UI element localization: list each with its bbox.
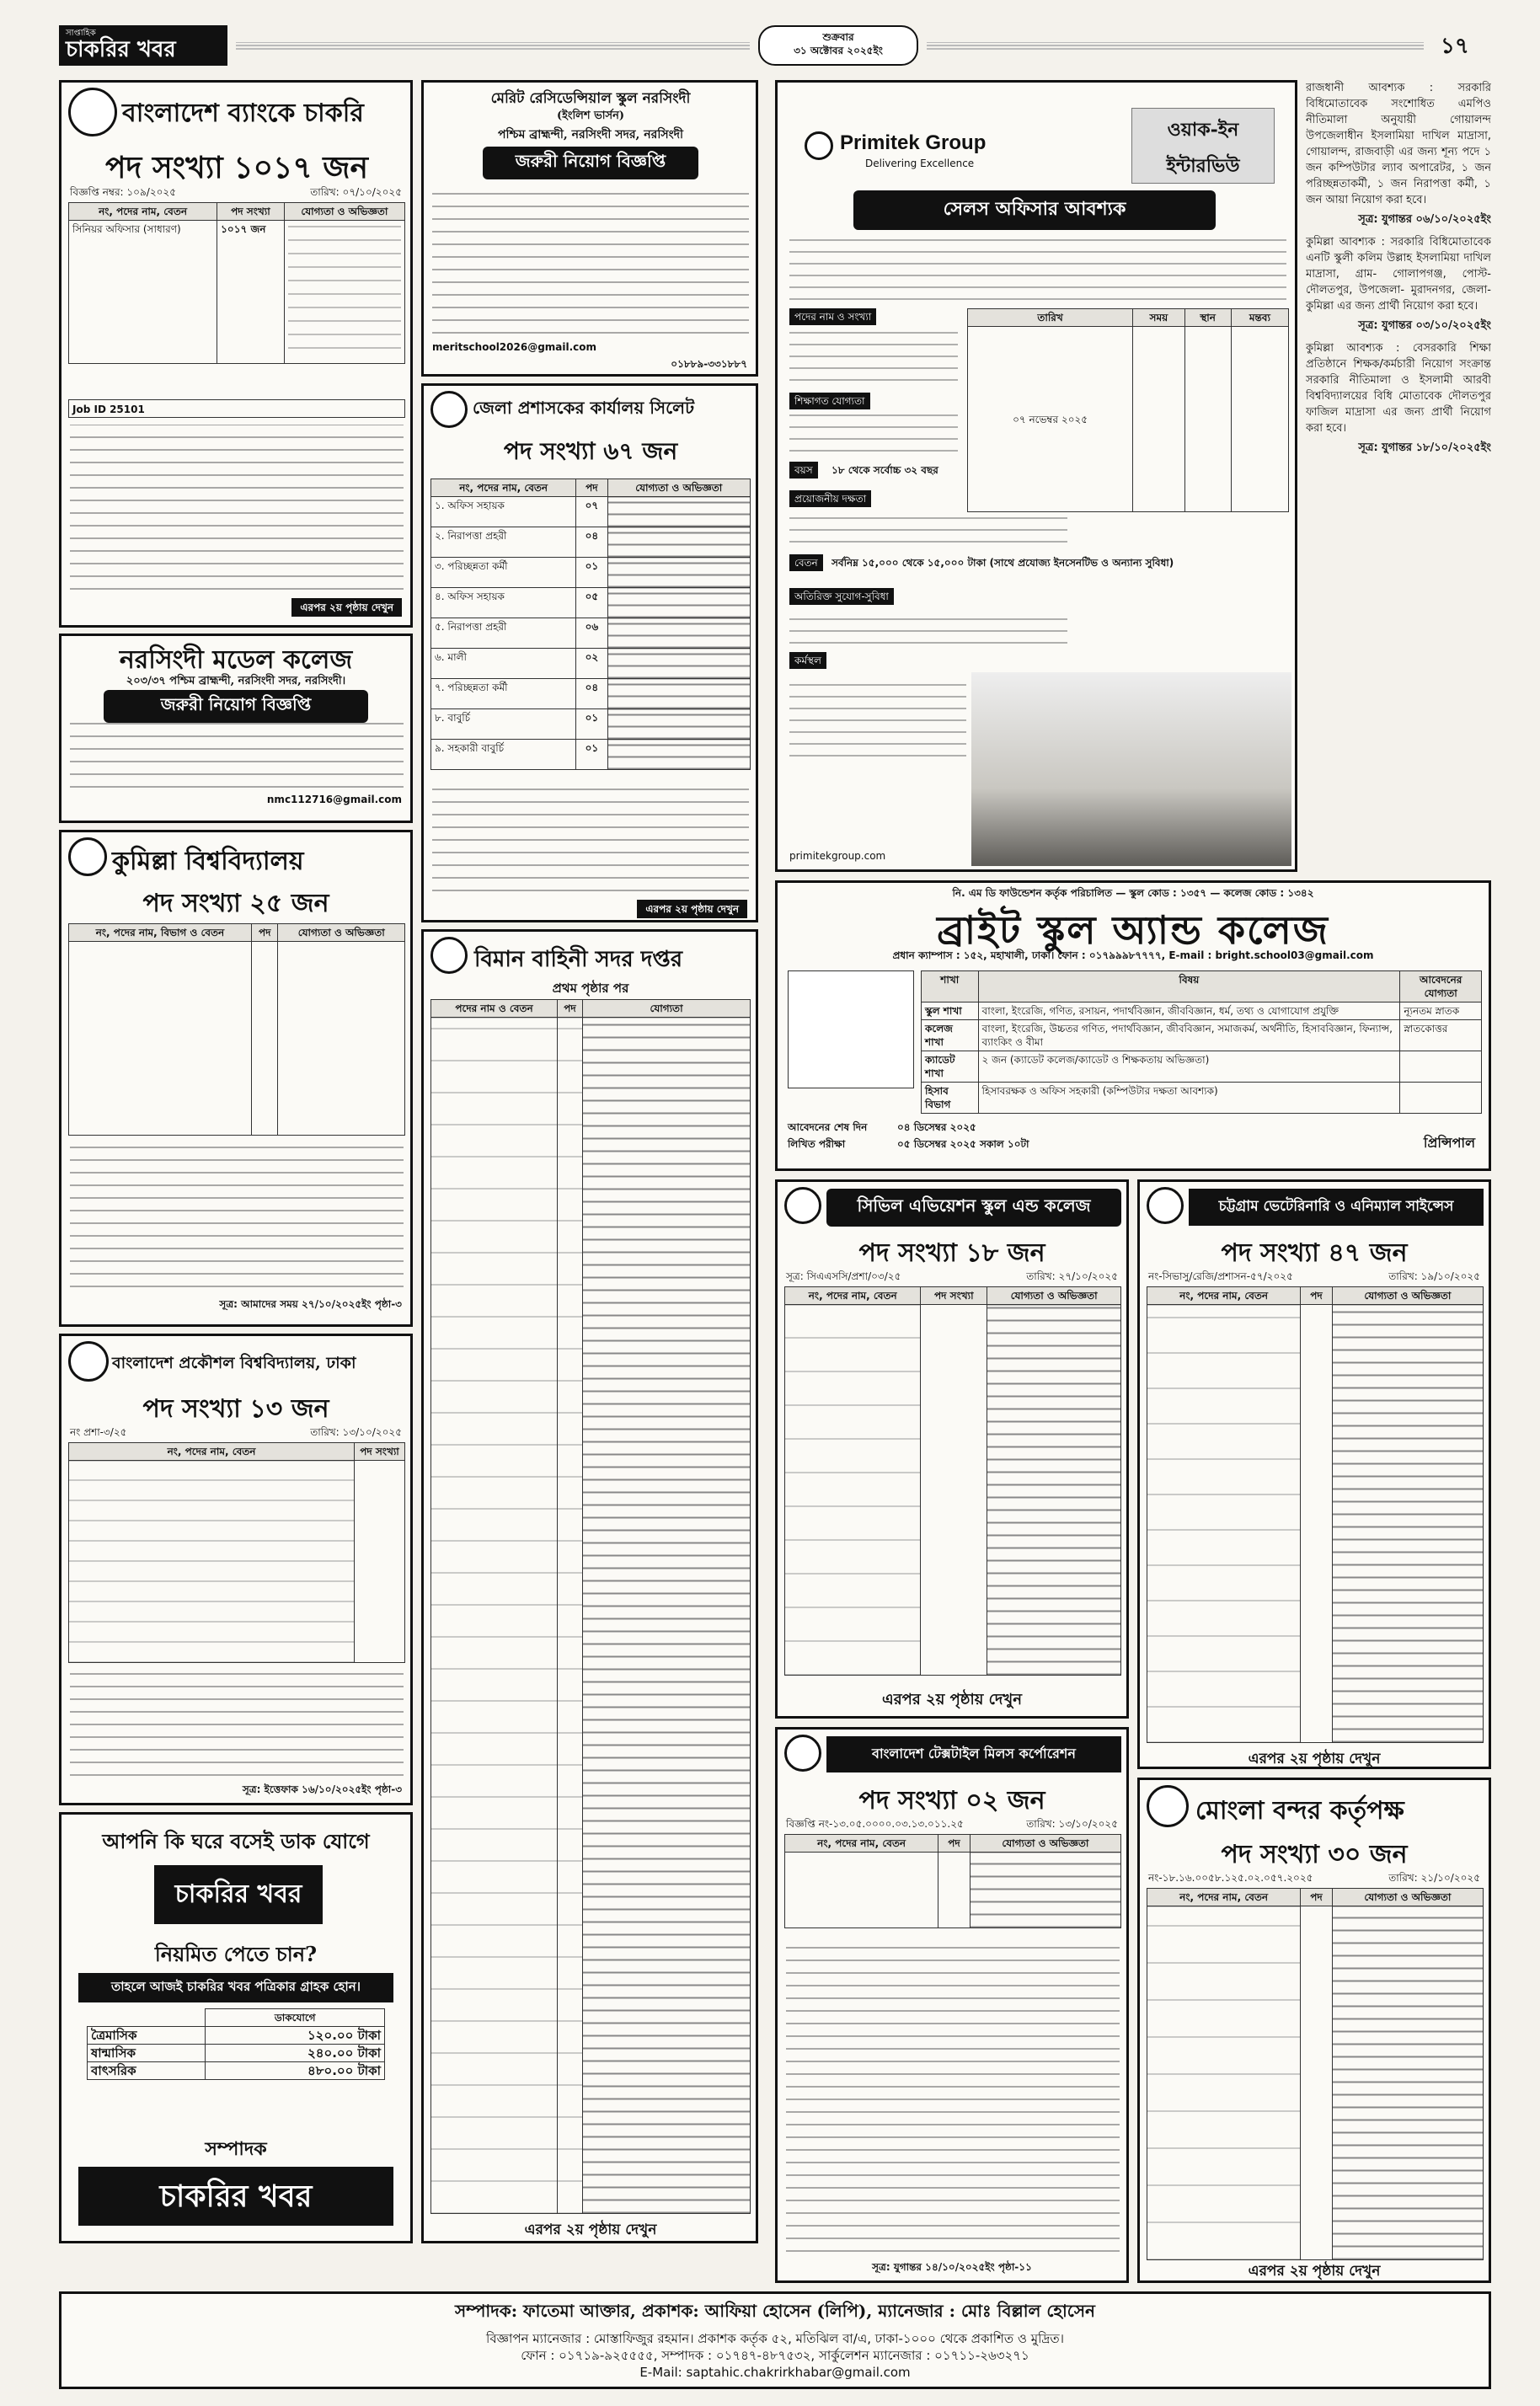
air-force-continue: এরপর ২য় পৃষ্ঠায় দেখুন <box>524 2222 657 2238</box>
bright-title: ব্রাইট স্কুল অ্যান্ড কলেজ <box>937 907 1329 953</box>
sylhet-row-post: ৭. পরিচ্ছন্নতা কর্মী <box>431 679 576 709</box>
it-col-date: তারিখ <box>968 309 1133 327</box>
notice-comilla-1: কুমিল্লা আবশ্যক : সরকারি বিধিমোতাবেক এনটি স্কুলী কলিম উল্লাহ ইসলামিয়া দাখিল মাদ্রাসা, গ্রাম- গোলাপগঞ্জ, পোস্ট- দৌলতপুর, উপজেলা- মুরাদনগর, জেলা- কুমিল্লা এর জন্য প্রার্থী নিয়োগ করা হবে। <box>1306 236 1491 313</box>
sylhet-row-post: ৬. মালী <box>431 649 576 679</box>
masthead-date: ৩১ অক্টোবর ২০২৫ইং <box>794 45 883 56</box>
cv-col-count: পদ <box>1301 1287 1333 1305</box>
footer-line2: বিজ্ঞাপন ম্যানেজার : মোস্তাফিজুর রহমান। প্রকাশক কর্তৃক ৫২, মতিঝিল বা/এ, ঢাকা-১০০০ থেকে প্রকাশিত ও মুদ্রিত। <box>486 2331 1064 2346</box>
chattogram-vet-ref: নং-সিভাসু/রেজি/প্রশাসন-৫৭/২০২৫ <box>1148 1270 1293 1282</box>
table-row <box>88 2045 385 2062</box>
sub-arc-text: আপনি কি ঘরে বসেই ডাক যোগে <box>102 1829 370 1853</box>
civil-aviation-ref: সূত্র: সিএএসসি/প্রশা/০৩/২৫ <box>786 1270 901 1282</box>
primitek-age: ১৮ থেকে সর্বোচ্চ ৩২ বছর <box>831 464 938 476</box>
page-number: ১৭ <box>1441 34 1469 59</box>
merit-address: পশ্চিম ব্রাহ্মন্দী, নরসিংদী সদর, নরসিংদী <box>498 128 683 142</box>
sylhet-row-count: ০২ <box>576 649 607 679</box>
textile-mills-posts: পদ সংখ্যা ০২ জন <box>858 1786 1045 1815</box>
narsingdi-sub: ২০৩/৩৭ পশ্চিম ব্রাহ্মন্দী, নরসিংদী সদর, নরসিংদী। <box>126 675 346 687</box>
bright-row-qual <box>1400 1051 1482 1083</box>
masthead-logo-main: চাকরির খবর <box>66 37 176 62</box>
af-col-count: পদ <box>558 1000 583 1018</box>
merit-phone: ০১৮৮৯-৩৩১৮৮৭ <box>671 358 747 370</box>
primitek-salary: সর্বনিম্ন ১৫,০০০ থেকে ১৫,০০০ টাকা (সাথে প্রযোজ্য ইনসেনটিভ ও অন্যান্য সুবিধা) <box>831 557 1174 569</box>
bb-row-post: সিনিয়র অফিসার (সাধারণ) <box>69 221 217 364</box>
civil-aviation-continue: এরপর ২য় পৃষ্ঠায় দেখুন <box>882 1691 1022 1708</box>
sylhet-row-count: ০১ <box>576 709 607 740</box>
bb-col-count: পদ সংখ্যা <box>217 203 285 221</box>
sylhet-dc-ad <box>421 383 758 922</box>
bangladesh-bank-table <box>68 202 405 364</box>
chattogram-vet-ad <box>1137 1179 1491 1769</box>
sylhet-dc-posts: পদ সংখ্যা ৬৭ জন <box>503 437 678 465</box>
sylhet-row-post: ৪. অফিস সহায়ক <box>431 588 576 618</box>
sylhet-row-qual <box>607 527 751 558</box>
primitek-sec-salary: বেতন <box>789 554 823 571</box>
table-row <box>431 588 751 618</box>
footer-line1: সম্পাদক: ফাতেমা আক্তার, প্রকাশক: আফিয়া হোসেন (লিপি), ম্যানেজার : মোঃ বিল্লাল হোসেন <box>455 2301 1095 2321</box>
bangladesh-bank-ref: বিজ্ঞপ্তি নম্বর: ১০৯/২০২৫ <box>70 186 177 198</box>
buet-body <box>70 1666 404 1776</box>
sylhet-row-post: ৯. সহকারী বাবুর্চি <box>431 740 576 770</box>
buet-col-count: পদ সংখ্যা <box>355 1443 405 1461</box>
it-date: ০৭ নভেম্বর ২০২৫ <box>968 327 1133 512</box>
bright-col-qual: আবেদনের যোগ্যতা <box>1400 971 1482 1002</box>
footer-email[interactable]: E-Mail: saptahic.chakrirkhabar@gmail.com <box>639 2365 911 2380</box>
bright-row-qual: ন্যূনতম স্নাতক <box>1400 1002 1482 1020</box>
bright-row-subject: বাংলা, ইংরেজি, উচ্চতর গণিত, পদার্থবিজ্ঞান, জীববিজ্ঞান, সমাজকর্ম, অর্থনীতি, হিসাববিজ্ঞান, ফিন্যান্স, ব্যাংকিং ও বীমা <box>978 1020 1400 1051</box>
bright-govt-line: নি. এম ডি ফাউন্ডেশন কর্তৃক পরিচালিত — স্কুল কোড : ১৩৫৭ — কলেজ কোড : ১৩৪২ <box>952 887 1314 899</box>
notice-rajbari-src: সূত্র: যুগান্তর ০৬/১০/২০২৫ইং <box>1358 213 1491 226</box>
table-row <box>431 618 751 649</box>
mongla-port-date: তারিখ: ২১/১০/২০২৫ <box>1388 1872 1480 1884</box>
sub-editor-label: সম্পাদক <box>205 2138 267 2160</box>
bright-logo-box <box>788 970 914 1088</box>
sub-row-price: ২৪০.০০ টাকা <box>206 2045 385 2062</box>
sub-footer-logo <box>78 2167 393 2226</box>
buet-ref: নং প্রশা-৩/২৫ <box>70 1426 127 1438</box>
textile-mills-date: তারিখ: ১৩/১০/২০২৫ <box>1026 1818 1118 1830</box>
ca-col-qual: যোগ্যতা ও অভিজ্ঞতা <box>987 1287 1121 1305</box>
bangladesh-bank-date: তারিখ: ০৭/১০/২০২৫ <box>310 186 402 198</box>
air-force-ad <box>421 929 758 2243</box>
bright-row-branch: হিসাব বিভাগ <box>922 1083 979 1114</box>
bb-col-qual: যোগ্যতা ও অভিজ্ঞতা <box>284 203 404 221</box>
sylhet-row-qual <box>607 558 751 588</box>
civil-aviation-posts: পদ সংখ্যা ১৮ জন <box>858 1238 1045 1268</box>
primitek-sec-workplace: কর্মস্থল <box>789 652 826 669</box>
primitek-photo <box>971 672 1291 866</box>
primitek-tagline: Delivering Excellence <box>865 158 975 169</box>
bb-body-text <box>70 425 404 590</box>
primitek-ad <box>775 80 1297 872</box>
sylhet-row-count: ০১ <box>576 740 607 770</box>
buet-date: তারিখ: ১৩/১০/২০২৫ <box>310 1426 402 1438</box>
right-notices <box>1306 80 1491 889</box>
sylhet-row-count: ০৪ <box>576 527 607 558</box>
comilla-univ-source: সূত্র: আমাদের সময় ২৭/১০/২০২৫ইং পৃষ্ঠা-৩ <box>219 1298 402 1310</box>
primitek-sec-age: বয়স <box>789 462 818 479</box>
sylhet-row-qual <box>607 679 751 709</box>
walkin-line2: ইন্টারভিউ <box>1166 155 1240 177</box>
it-col-note: মন্তব্য <box>1231 309 1288 327</box>
sub-row-term: ত্রৈমাসিক <box>88 2027 206 2045</box>
primitek-intro <box>789 234 1286 300</box>
it-col-time: সময় <box>1133 309 1184 327</box>
merit-body <box>432 182 749 334</box>
footer-box <box>59 2291 1491 2389</box>
tm-col-post: নং, পদের নাম, বেতন <box>785 1835 938 1853</box>
bb-continue: এরপর ২য় পৃষ্ঠায় দেখুন <box>291 598 402 617</box>
mongla-port-ref: নং-১৮.১৬.০০৫৮.১২৫.০২.০৫৭.২০২৫ <box>1148 1872 1313 1884</box>
footer-line3: ফোন : ০১৭১৯-৯২৫৫৫৫, সম্পাদক : ০১৭৪৭-৪৮৭৫৩২, সার্কুলেশন ম্যানেজার : ০১৭১১-২৬৩২৭১ <box>521 2348 1029 2363</box>
civil-aviation-ad <box>775 1179 1129 1719</box>
mongla-port-posts: পদ সংখ্যা ৩০ জন <box>1221 1840 1408 1869</box>
notice-comilla-2-src: সূত্র: যুগান্তর ১৮/১০/২০২৫ইং <box>1358 441 1491 454</box>
primitek-benefit-lines <box>789 608 1067 644</box>
mongla-port-title: মোংলা বন্দর কর্তৃপক্ষ <box>1195 1796 1404 1826</box>
textile-mills-body <box>786 1940 1120 2252</box>
mp-col-post: নং, পদের নাম, বেতন <box>1147 1889 1301 1906</box>
bright-col-branch: শাখা <box>922 971 979 1002</box>
textile-mills-ref: বিজ্ঞপ্তি নং-১৩.০৫.০০০০.০৩.১৩.০১১.২৫ <box>786 1818 964 1830</box>
primitek-sec-post-lines <box>789 327 958 381</box>
bright-deadline-label: আবেদনের শেষ দিন <box>788 1121 868 1133</box>
it-col-place: স্থান <box>1184 309 1231 327</box>
masthead-day: শুক্রবার <box>822 31 854 43</box>
chattogram-vet-title: চট্টগ্রাম ভেটেরিনারি ও এনিম্যাল সাইন্সেস <box>1189 1189 1484 1226</box>
sub-logo-text: চাকরির খবর <box>174 1879 302 1909</box>
table-row <box>922 1020 1482 1051</box>
air-force-sub: প্রথম পৃষ্ঠার পর <box>552 981 629 996</box>
bright-table <box>921 970 1482 1114</box>
mongla-port-logo <box>1147 1785 1189 1827</box>
civil-aviation-date: তারিখ: ২৭/১০/২০২৫ <box>1026 1270 1118 1282</box>
sd-col-count: পদ <box>576 479 607 497</box>
air-force-title: বিমান বাহিনী সদর দপ্তর <box>474 947 683 972</box>
sub-row-price: ১২০.০০ টাকা <box>206 2027 385 2045</box>
masthead-rule-right <box>927 42 1424 50</box>
sylhet-row-post: ৩. পরিচ্ছন্নতা কর্মী <box>431 558 576 588</box>
cu-col-post: নং, পদের নাম, বিভাগ ও বেতন <box>69 924 252 942</box>
sub-row-term: বাৎসরিক <box>88 2062 206 2080</box>
ca-col-post: নং, পদের নাম, বেতন <box>785 1287 921 1305</box>
table-row <box>922 1083 1482 1114</box>
sub-table <box>87 2008 385 2080</box>
table-row <box>431 527 751 558</box>
sub-row-term: ষান্মাসিক <box>88 2045 206 2062</box>
buet-source: সূত্র: ইত্তেফাক ১৬/১০/২০২৫ইং পৃষ্ঠা-৩ <box>242 1783 402 1795</box>
sd-col-post: নং, পদের নাম, বেতন <box>431 479 576 497</box>
masthead <box>59 25 1491 69</box>
buet-posts: পদ সংখ্যা ১৩ জন <box>142 1394 329 1424</box>
table-row <box>431 740 751 770</box>
sylhet-row-count: ০১ <box>576 558 607 588</box>
bangladesh-bank-posts: পদ সংখ্যা ১০১৭ জন <box>105 150 368 185</box>
comilla-univ-body <box>70 1144 404 1287</box>
af-col-post: পদের নাম ও বেতন <box>431 1000 558 1018</box>
bright-deadline: ০৪ ডিসেম্বর ২০২৫ <box>897 1121 976 1133</box>
primitek-site[interactable]: primitekgroup.com <box>789 850 886 862</box>
sylhet-row-qual <box>607 588 751 618</box>
textile-mills-title: বাংলাদেশ টেক্সটাইল মিলস কর্পোরেশন <box>826 1736 1121 1772</box>
merit-title: মেরিট রেসিডেন্সিয়াল স্কুল নরসিংদী <box>490 90 691 107</box>
sub-col-label: ডাকযোগে <box>206 2009 385 2027</box>
table-row <box>922 1002 1482 1020</box>
mp-col-count: পদ <box>1301 1889 1333 1906</box>
cv-col-post: নং, পদের নাম, বেতন <box>1147 1287 1301 1305</box>
sylhet-row-post: ২. নিরাপত্তা প্রহরী <box>431 527 576 558</box>
textile-mills-source: সূত্র: যুগান্তর ১৪/১০/২০২৫ইং পৃষ্ঠা-১১ <box>872 2261 1032 2273</box>
sylhet-row-count: ০৬ <box>576 618 607 649</box>
sylhet-row-qual <box>607 740 751 770</box>
sylhet-row-count: ০৫ <box>576 588 607 618</box>
interview-table <box>967 308 1289 512</box>
bright-row-branch: কলেজ শাখা <box>922 1020 979 1051</box>
narsingdi-college-ad <box>59 634 413 823</box>
buet-ad <box>59 1334 413 1805</box>
sylhet-row-count: ০৪ <box>576 679 607 709</box>
bb-row-count: ১০১৭ জন <box>217 221 285 364</box>
civil-aviation-logo <box>784 1187 821 1224</box>
table-row <box>431 679 751 709</box>
walkin-badge <box>1131 108 1275 184</box>
sub-footer-logo-text: চাকরির খবর <box>159 2179 313 2214</box>
buet-table <box>68 1442 405 1663</box>
masthead-date-box <box>758 25 918 66</box>
bright-col-subject: বিষয় <box>978 971 1400 1002</box>
buet-col-post: নং, পদের নাম, বেতন <box>69 1443 355 1461</box>
masthead-logo-top: সাপ্তাহিক <box>66 29 96 38</box>
cu-col-count: পদ <box>251 924 278 942</box>
sub-logo <box>154 1865 323 1924</box>
narsingdi-email: nmc112716@gmail.com <box>266 794 402 805</box>
civil-aviation-table <box>784 1286 1121 1676</box>
table-row <box>88 2027 385 2045</box>
bb-jobid-bar <box>68 399 405 418</box>
sylhet-row-qual <box>607 709 751 740</box>
sylhet-row-qual <box>607 497 751 527</box>
sub-line: তাহলে আজই চাকরির খবর পত্রিকার গ্রাহক হোন। <box>78 1973 393 2002</box>
bb-col-post: নং, পদের নাম, বেতন <box>69 203 217 221</box>
bb-jobid: Job ID 25101 <box>72 404 145 415</box>
merit-school-ad <box>421 80 758 377</box>
sylhet-row-count: ০৭ <box>576 497 607 527</box>
cu-col-qual: যোগ্যতা ও অভিজ্ঞতা <box>278 924 405 942</box>
bright-exam-label: লিখিত পরীক্ষা <box>788 1138 846 1150</box>
textile-mills-table <box>784 1834 1121 1928</box>
bright-row-branch: স্কুল শাখা <box>922 1002 979 1020</box>
bright-deadline-row <box>788 1120 1484 1158</box>
table-row <box>88 2062 385 2080</box>
narsingdi-title: নরসিংদী মডেল কলেজ <box>119 645 353 675</box>
subscription-ad <box>59 1812 413 2243</box>
sylhet-dc-title: জেলা প্রশাসকের কার্যালয় সিলেট <box>473 398 694 418</box>
primitek-sec-edu: শিক্ষাগত যোগ্যতা <box>789 393 870 409</box>
bright-row-qual: স্নাতকোত্তর <box>1400 1020 1482 1051</box>
sylhet-row-qual <box>607 618 751 649</box>
mp-col-qual: যোগ্যতা ও অভিজ্ঞতা <box>1332 1889 1483 1906</box>
bangladesh-bank-title: বাংলাদেশ ব্যাংকে চাকরি <box>122 99 364 128</box>
sub-row-price: ৪৮০.০০ টাকা <box>206 2062 385 2080</box>
table-row <box>431 558 751 588</box>
primitek-skill-lines <box>789 509 1067 543</box>
primitek-tail-lines <box>789 681 966 757</box>
comilla-univ-ad <box>59 830 413 1327</box>
bright-row-branch: ক্যাডেট শাখা <box>922 1051 979 1083</box>
chattogram-vet-logo <box>1147 1187 1184 1224</box>
table-row <box>431 497 751 527</box>
merit-banner: জরুরী নিয়োগ বিজ্ঞপ্তি <box>483 147 698 179</box>
primitek-heading: সেলস অফিসার আবশ্যক <box>853 190 1216 230</box>
primitek-brand: Primitek Group <box>840 131 987 154</box>
chattogram-vet-posts: পদ সংখ্যা ৪৭ জন <box>1221 1238 1408 1268</box>
sub-question: নিয়মিত পেতে চান? <box>154 1942 318 1966</box>
masthead-logo <box>59 25 227 66</box>
sylhet-row-qual <box>607 649 751 679</box>
textile-mills-logo <box>784 1735 821 1772</box>
narsingdi-banner: জরুরী নিয়োগ বিজ্ঞপ্তি <box>104 690 368 723</box>
mongla-port-table <box>1147 1888 1484 2260</box>
bright-exam: ০৫ ডিসেম্বর ২০২৫ সকাল ১০টা <box>897 1138 1029 1150</box>
notice-comilla-2: কুমিল্লা আবশ্যক : বেসরকারি শিক্ষা প্রতিষ্ঠানে শিক্ষক/কর্মচারী নিয়োগ সংক্রান্ত সরকারি নীতিমালা ও ইসলামী আরবী বিশ্ববিদ্যালয়ের বিধি মোতাবেক দৌলতপুর ফাজিল মাদ্রাসা এর জন্য প্রার্থী নিয়োগ করা হবে। <box>1306 342 1491 435</box>
sylhet-dc-body <box>432 782 749 891</box>
walkin-line1: ওয়াক-ইন <box>1167 119 1239 141</box>
table-row <box>431 709 751 740</box>
table-row <box>922 1051 1482 1083</box>
notice-comilla-1-src: সূত্র: যুগান্তর ০৩/১০/২০২৫ইং <box>1358 319 1491 332</box>
sylhet-dc-table <box>430 479 751 770</box>
primitek-sec-post: পদের নাম ও সংখ্যা <box>789 308 876 325</box>
chattogram-vet-date: তারিখ: ১৯/১০/২০২৫ <box>1388 1270 1480 1282</box>
bright-row-subject: হিসাবরক্ষক ও অফিস সহকারী (কম্পিউটার দক্ষতা আবশ্যক) <box>978 1083 1400 1114</box>
narsingdi-body <box>70 720 404 788</box>
comilla-univ-posts: পদ সংখ্যা ২৫ জন <box>142 889 329 918</box>
tm-col-qual: যোগ্যতা ও অভিজ্ঞতা <box>970 1835 1120 1853</box>
textile-mills-ad <box>775 1727 1129 2283</box>
bright-row-qual <box>1400 1083 1482 1114</box>
bangladesh-bank-logo <box>68 88 117 136</box>
comilla-univ-table <box>68 923 405 1136</box>
sd-col-qual: যোগ্যতা ও অভিজ্ঞতা <box>607 479 751 497</box>
primitek-logo-icon <box>805 131 833 160</box>
chattogram-vet-table <box>1147 1286 1484 1743</box>
buet-title: বাংলাদেশ প্রকৌশল বিশ্ববিদ্যালয়, ঢাকা <box>112 1354 356 1372</box>
bright-school-ad <box>775 880 1491 1171</box>
comilla-univ-logo <box>68 837 107 876</box>
mongla-port-ad <box>1137 1778 1491 2283</box>
cv-col-qual: যোগ্যতা ও অভিজ্ঞতা <box>1332 1287 1483 1305</box>
air-force-table <box>430 999 751 2214</box>
primitek-sec-skill: প্রয়োজনীয় দক্ষতা <box>789 490 871 507</box>
sylhet-row-post: ৮. বাবুর্চি <box>431 709 576 740</box>
primitek-sec-benefits: অতিরিক্ত সুযোগ-সুবিধা <box>789 588 894 605</box>
notice-rajbari: রাজধানী আবশ্যক : সরকারি বিধিমোতাবেক সংশোধিত এমপিও নীতিমালা অনুযায়ী গোয়ালন্দ উপজেলাধীন ইসলামিয়া দাখিল মাদ্রাসা, গোয়ালন্দ, রাজবাড়ী এর জন্য শূন্য পদে ১ জন কম্পিউটার ল্যাব অপারেটর, ১ জন পরিচ্ছন্নতাকর্মী, ১ জন নিরাপত্তা কর্মী, ১ জন আয়া নিয়োগ করা হবে। <box>1306 82 1491 206</box>
primitek-sec-edu-lines <box>789 411 958 452</box>
tm-col-count: পদ <box>938 1835 971 1853</box>
bangladesh-bank-ad <box>59 80 413 628</box>
bright-row-subject: ২ জন (ক্যাডেট কলেজ/ক্যাডেট ও শিক্ষকতায় অভিজ্ঞতা) <box>978 1051 1400 1083</box>
sylhet-dc-logo <box>430 391 468 428</box>
comilla-univ-title: কুমিল্লা বিশ্ববিদ্যালয় <box>112 847 304 876</box>
masthead-rule-left <box>236 42 750 50</box>
bb-row-qual <box>284 221 404 364</box>
bright-signature: প্রিন্সিপাল <box>1423 1135 1475 1151</box>
chattogram-vet-continue: এরপর ২য় পৃষ্ঠায় দেখুন <box>1248 1751 1381 1767</box>
civil-aviation-title: সিভিল এভিয়েশন স্কুল এন্ড কলেজ <box>826 1189 1121 1227</box>
table-row <box>431 649 751 679</box>
sylhet-row-post: ১. অফিস সহায়ক <box>431 497 576 527</box>
sylhet-dc-continue: এরপর ২য় পৃষ্ঠায় দেখুন <box>637 900 747 918</box>
buet-logo <box>68 1341 109 1382</box>
air-force-logo <box>430 937 468 974</box>
bright-row-subject: বাংলা, ইংরেজি, গণিত, রসায়ন, পদার্থবিজ্ঞান, জীববিজ্ঞান, ধর্ম, তথ্য ও যোগাযোগ প্রযুক্তি <box>978 1002 1400 1020</box>
sylhet-row-post: ৫. নিরাপত্তা প্রহরী <box>431 618 576 649</box>
mongla-port-continue: এরপর ২য় পৃষ্ঠায় দেখুন <box>1248 2263 1381 2280</box>
af-col-qual: যোগ্যতা <box>583 1000 751 1018</box>
merit-version: (ইংলিশ ভার্সন) <box>556 110 625 122</box>
bright-address: প্রধান ক্যাম্পাস : ১৫২, মহাখালী, ঢাকা। ফোন : ০১৭৯৯৯৮৭৭৭৭, E-mail : bright.school03@gmail.com <box>892 949 1374 961</box>
merit-email: meritschool2026@gmail.com <box>432 341 597 353</box>
ca-col-count: পদ সংখ্যা <box>921 1287 987 1305</box>
